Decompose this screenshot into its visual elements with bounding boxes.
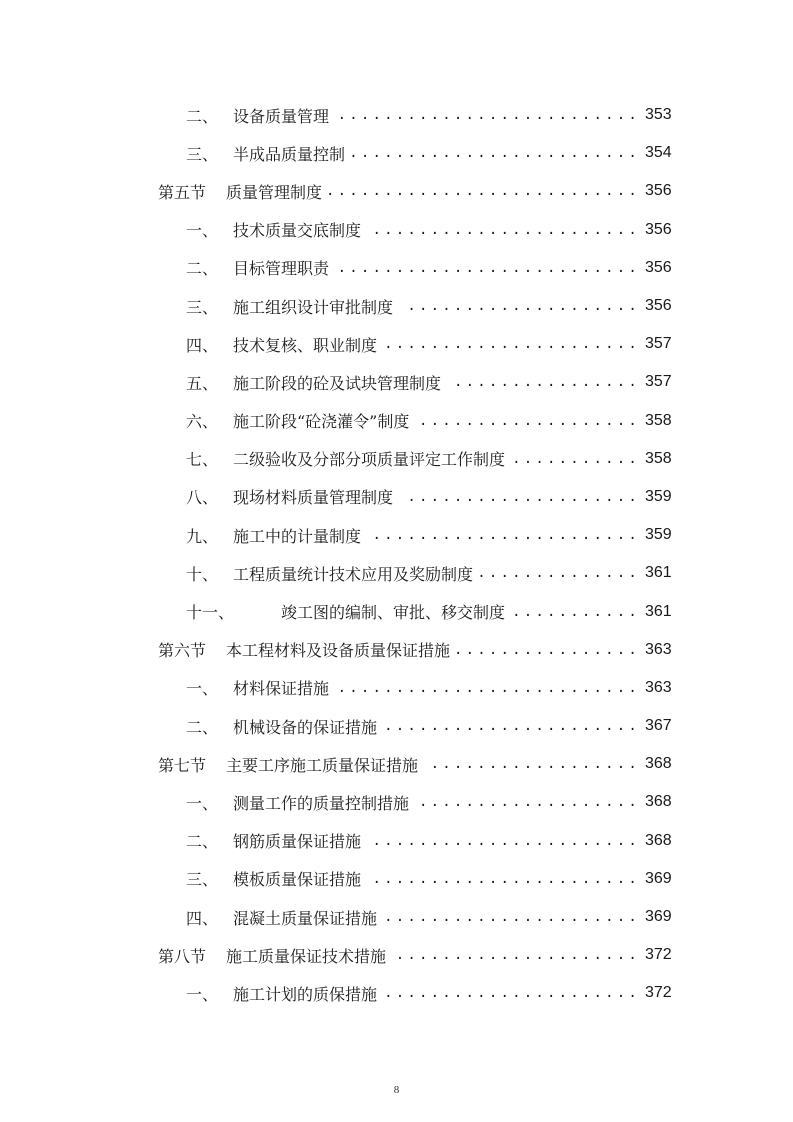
toc-page-number: 372 (645, 984, 672, 1002)
toc-entry-number: 十、 (186, 564, 219, 584)
toc-dot-leader: ....................... (372, 527, 640, 544)
toc-entry-title: 本工程材料及设备质量保证措施 (226, 641, 451, 661)
toc-entry-title: 测量工作的质量控制措施 (233, 793, 410, 813)
toc-dot-leader: .......................... (337, 259, 640, 276)
toc-entry-title: 钢筋质量保证措施 (233, 832, 362, 852)
toc-item-entry[interactable] (0, 134, 793, 172)
toc-section-entry[interactable] (0, 936, 793, 974)
toc-page-number: 361 (645, 564, 672, 582)
toc-dot-leader: .................. (430, 756, 640, 773)
toc-item-entry[interactable] (0, 402, 793, 440)
toc-dot-leader: ........... (512, 450, 640, 467)
table-of-contents (0, 96, 793, 1013)
toc-entry-number: 二、 (186, 717, 219, 737)
toc-entry-number: 七、 (186, 450, 219, 470)
toc-dot-leader: ...................... (384, 909, 640, 926)
toc-entry-number: 第五节 (158, 182, 207, 202)
toc-entry-number: 三、 (186, 297, 219, 317)
toc-page-number: 353 (645, 106, 672, 124)
toc-dot-leader: ...................... (384, 985, 640, 1002)
toc-dot-leader: ...................... (384, 336, 640, 353)
toc-page-number: 356 (645, 220, 672, 238)
toc-dot-leader: ......................... (349, 145, 640, 162)
toc-section-entry[interactable] (0, 631, 793, 669)
toc-entry-number: 二、 (186, 106, 219, 126)
toc-item-entry[interactable] (0, 707, 793, 745)
toc-page-number: 356 (645, 182, 672, 200)
toc-item-entry[interactable] (0, 516, 793, 554)
toc-entry-number: 一、 (186, 679, 219, 699)
toc-dot-leader: .................... (407, 488, 640, 505)
toc-entry-title: 施工计划的质保措施 (233, 984, 378, 1004)
toc-entry-number: 三、 (186, 870, 219, 890)
toc-section-entry[interactable] (0, 745, 793, 783)
toc-page-number: 369 (645, 869, 672, 887)
toc-dot-leader: ...................... (384, 718, 640, 735)
toc-entry-number: 六、 (186, 412, 219, 432)
toc-entry-number: 九、 (186, 526, 219, 546)
toc-entry-number: 十一、 (186, 603, 235, 623)
toc-entry-number: 五、 (186, 373, 219, 393)
toc-page-number: 369 (645, 908, 672, 926)
toc-item-entry[interactable] (0, 783, 793, 821)
toc-page-number: 359 (645, 487, 672, 505)
toc-entry-title: 半成品质量控制 (233, 144, 346, 164)
toc-entry-title: 目标管理职责 (233, 259, 330, 279)
toc-dot-leader: .......................... (337, 107, 640, 124)
toc-page-number: 356 (645, 297, 672, 315)
toc-entry-title: 工程质量统计技术应用及奖励制度 (233, 564, 474, 584)
toc-dot-leader: ....................... (372, 221, 640, 238)
toc-entry-title: 技术质量交底制度 (233, 221, 362, 241)
toc-item-entry[interactable] (0, 898, 793, 936)
toc-item-entry[interactable] (0, 363, 793, 401)
toc-entry-number: 第六节 (158, 641, 207, 661)
toc-page-number: 356 (645, 258, 672, 276)
toc-entry-number: 一、 (186, 793, 219, 813)
toc-dot-leader: .............. (477, 565, 640, 582)
toc-entry-number: 一、 (186, 221, 219, 241)
toc-item-entry[interactable] (0, 554, 793, 592)
toc-page-number: 367 (645, 717, 672, 735)
toc-entry-number: 第八节 (158, 946, 207, 966)
toc-page-number: 358 (645, 449, 672, 467)
toc-item-entry[interactable] (0, 478, 793, 516)
toc-entry-title: 施工中的计量制度 (233, 526, 362, 546)
toc-entry-title: 现场材料质量管理制度 (233, 488, 394, 508)
toc-item-entry[interactable] (0, 860, 793, 898)
toc-page-number: 372 (645, 946, 672, 964)
toc-page-number: 368 (645, 755, 672, 773)
toc-page-number: 357 (645, 335, 672, 353)
toc-page-number: 363 (645, 678, 672, 696)
toc-dot-leader: ........... (512, 603, 640, 620)
toc-page-number: 358 (645, 411, 672, 429)
toc-item-entry[interactable] (0, 249, 793, 287)
toc-item-entry[interactable] (0, 287, 793, 325)
toc-item-entry[interactable] (0, 325, 793, 363)
toc-dot-leader: ................... (419, 412, 640, 429)
toc-item-entry[interactable] (0, 440, 793, 478)
toc-entry-number: 三、 (186, 144, 219, 164)
toc-dot-leader: ....................... (372, 870, 640, 887)
toc-entry-title: 施工阶段“砼浇灌令”制度 (233, 412, 410, 432)
toc-dot-leader: ................ (453, 374, 640, 391)
toc-dot-leader: ....................... (372, 832, 640, 849)
page-number: 8 (393, 1084, 400, 1096)
toc-dot-leader: .......................... (337, 679, 640, 696)
toc-item-entry[interactable] (0, 592, 793, 630)
toc-entry-number: 四、 (186, 335, 219, 355)
toc-page-number: 354 (645, 144, 672, 162)
toc-entry-number: 二、 (186, 259, 219, 279)
toc-dot-leader: .................... (407, 298, 640, 315)
toc-entry-number: 四、 (186, 908, 219, 928)
toc-entry-title: 混凝土质量保证措施 (233, 908, 378, 928)
toc-page-number: 359 (645, 526, 672, 544)
toc-dot-leader: ................... (419, 794, 640, 811)
toc-item-entry[interactable] (0, 822, 793, 860)
toc-entry-title: 施工质量保证技术措施 (226, 946, 387, 966)
toc-dot-leader: ..................... (395, 947, 640, 964)
toc-dot-leader: ................ (454, 641, 640, 658)
toc-page-number: 368 (645, 831, 672, 849)
toc-page-number: 368 (645, 793, 672, 811)
toc-page-number: 363 (645, 640, 672, 658)
toc-entry-title: 主要工序施工质量保证措施 (226, 755, 419, 775)
toc-entry-title: 设备质量管理 (233, 106, 330, 126)
toc-item-entry[interactable] (0, 669, 793, 707)
toc-entry-title: 竣工图的编制、审批、移交制度 (281, 603, 506, 623)
toc-entry-title: 材料保证措施 (233, 679, 330, 699)
toc-entry-number: 八、 (186, 488, 219, 508)
toc-item-entry[interactable] (0, 96, 793, 134)
toc-dot-leader: ........................... (326, 183, 640, 200)
toc-entry-number: 第七节 (158, 755, 207, 775)
toc-entry-title: 施工组织设计审批制度 (233, 297, 394, 317)
toc-page-number: 357 (645, 373, 672, 391)
toc-item-entry[interactable] (0, 211, 793, 249)
toc-section-entry[interactable] (0, 172, 793, 210)
toc-entry-title: 模板质量保证措施 (233, 870, 362, 890)
toc-entry-title: 技术复核、职业制度 (233, 335, 378, 355)
toc-entry-title: 施工阶段的砼及试块管理制度 (233, 373, 442, 393)
toc-entry-number: 二、 (186, 832, 219, 852)
toc-entry-title: 机械设备的保证措施 (233, 717, 378, 737)
toc-entry-number: 一、 (186, 984, 219, 1004)
toc-item-entry[interactable] (0, 974, 793, 1012)
toc-entry-title: 二级验收及分部分项质量评定工作制度 (233, 450, 506, 470)
toc-entry-title: 质量管理制度 (226, 182, 323, 202)
toc-page-number: 361 (645, 602, 672, 620)
